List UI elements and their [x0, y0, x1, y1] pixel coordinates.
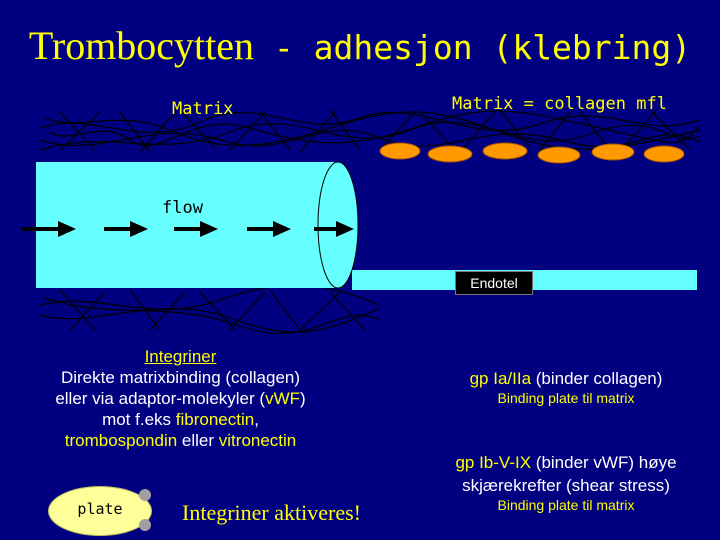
- gp-ia-iia-sub: Binding plate til matrix: [497, 390, 635, 406]
- platelet-icon: [592, 144, 634, 160]
- platelet-icon: [380, 143, 420, 159]
- integrin-line-3: [8, 409, 353, 430]
- gp-ib-v-ix-sub: Binding plate til matrix: [497, 497, 635, 513]
- gp-ib-v-ix-desc: (binder vWF) høye: [531, 453, 677, 472]
- integrin-line-4-text: eller: [177, 431, 219, 450]
- platelet-icon: [644, 146, 684, 162]
- integrin-line-3-end: ,: [254, 410, 259, 429]
- integrin-line-2: [8, 388, 353, 409]
- gp-ia-iia-name: gp Ia/IIa: [469, 369, 532, 388]
- lower-matrix-fibers: [40, 285, 380, 333]
- receptor-dot-icon: [139, 519, 151, 531]
- title-sub: - adhesjon (klebring): [254, 28, 692, 67]
- vitronectin-term: vitronectin: [218, 431, 297, 450]
- matrix-label: Matrix: [172, 99, 234, 119]
- matrix-definition-label: Matrix = collagen mfl: [452, 94, 667, 114]
- gp-ib-v-ix-line: [412, 453, 720, 473]
- integrin-activated-text: Integriner aktiveres!: [182, 500, 361, 525]
- gp-ib-v-ix-name: gp Ib-V-IX: [455, 453, 532, 472]
- collagen-fiber-icon: [40, 112, 700, 132]
- plate-label: plate: [77, 500, 123, 518]
- collagen-fiber-icon: [40, 285, 380, 309]
- integrin-line-1: Direkte matrixbinding (collagen): [60, 368, 301, 387]
- integrin-line-3-text: mot f.eks: [102, 410, 176, 429]
- integrin-line-2-text: eller via adaptor-molekyler (: [55, 389, 266, 408]
- integrin-line-4: [8, 430, 353, 451]
- flow-label: flow: [162, 198, 203, 218]
- collagen-fiber-icon: [60, 290, 365, 330]
- platelet-icon: [538, 147, 580, 163]
- integrin-heading: Integriner: [144, 347, 217, 366]
- vwf-term: vWF: [265, 389, 300, 408]
- gp-ia-iia-desc: (binder collagen): [531, 369, 663, 388]
- vessel-body: [36, 162, 338, 288]
- receptor-dot-icon: [139, 489, 151, 501]
- integrin-description: [8, 346, 353, 451]
- slide-title: [0, 22, 720, 69]
- trombospondin-term: trombospondin: [64, 431, 178, 450]
- fibronectin-term: fibronectin: [175, 410, 255, 429]
- platelet-icon: [483, 143, 527, 159]
- gp-ib-v-ix-line-2: skjærekrefter (shear stress): [462, 476, 670, 495]
- collagen-fiber-icon: [40, 308, 380, 332]
- gp-ia-iia-line: [412, 369, 720, 389]
- endotel-label: Endotel: [455, 271, 533, 295]
- integrin-line-2-end: ): [300, 389, 306, 408]
- platelet-icon: [428, 146, 472, 162]
- title-main: Trombocytten: [28, 23, 255, 68]
